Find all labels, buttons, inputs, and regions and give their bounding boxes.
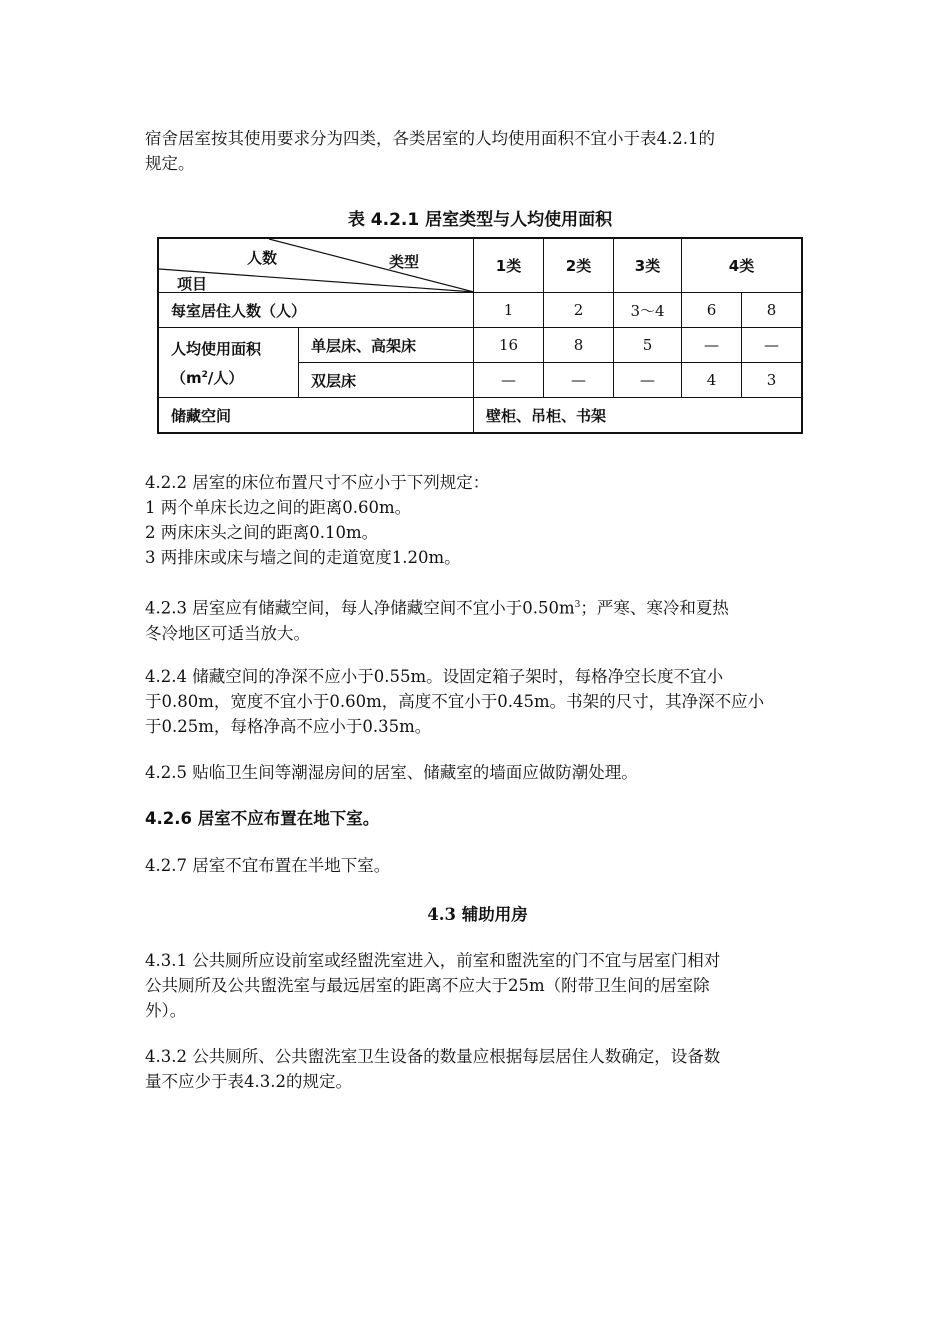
header-people: 人数: [247, 249, 278, 267]
paragraph-line: 公共厕所及公共盥洗室与最远居室的距离不应大于25m（附带卫生间的居室除: [145, 976, 710, 995]
table-cell: 3～4: [614, 293, 682, 328]
unit-post: /人）: [207, 368, 244, 387]
table-cell: —: [682, 328, 742, 363]
paragraph-line: 4.2.4 储藏空间的净深不应小于0.55m。设固定箱子架时，每格净空长度不宜小: [145, 667, 724, 686]
paragraph-line: 4.3.2 公共厕所、公共盥洗室卫生设备的数量应根据每层居住人数确定，设备数: [145, 1047, 721, 1066]
table-cell: 16: [474, 328, 544, 363]
intro-line-2: 规定。: [145, 154, 195, 173]
table-cell: —: [474, 363, 544, 398]
section-4-3-2: [145, 1044, 810, 1094]
table-diagonal-header: [159, 239, 474, 293]
section-4-2-4: [145, 664, 810, 739]
room-type-table: [158, 238, 801, 433]
table-cell: 8: [742, 293, 802, 328]
unit-sup: 2: [201, 369, 208, 380]
section-4-2-6: [145, 806, 810, 831]
table-cell: 8: [544, 328, 614, 363]
header-type: 类型: [389, 253, 420, 271]
table-cell: 4: [682, 363, 742, 398]
section-4-2-5: [145, 760, 810, 785]
list-item: 2 两床床头之间的距离0.10m。: [145, 523, 379, 542]
table-cell: —: [742, 328, 802, 363]
section-4-3-1: [145, 948, 810, 1023]
row-area-sub2-label: 双层床: [299, 363, 474, 398]
paragraph-line: 4.3.1 公共厕所应设前室或经盥洗室进入，前室和盥洗室的门不宜与居室门相对: [145, 951, 721, 970]
section-heading: 4.2.2 居室的床位布置尺寸不应小于下列规定：: [145, 473, 490, 492]
paragraph-line: 于0.25m，每格净高不应小于0.35m。: [145, 717, 432, 736]
list-item: 1 两个单床长边之间的距离0.60m。: [145, 498, 412, 517]
heading-text: 4.3 辅助用房: [427, 905, 528, 924]
paragraph-line: 量不应少于表4.3.2的规定。: [145, 1072, 352, 1091]
row-area-label-line1: 人均使用面积: [171, 339, 262, 358]
paragraph-line: 于0.80m，宽度不宜小于0.60m，高度不宜小于0.45m。书架的尺寸，其净深不应小: [145, 692, 765, 711]
list-item: 3 两排床或床与墙之间的走道宽度1.20m。: [145, 548, 461, 567]
paragraph-line: 4.2.6 居室不应布置在地下室。: [145, 809, 380, 828]
section-4-3-heading: [145, 902, 810, 927]
intro-paragraph: [145, 126, 810, 176]
row-area-label-line2: [171, 367, 298, 388]
header-item: 项目: [177, 275, 208, 293]
table-title: 表 4.2.1 居室类型与人均使用面积: [347, 210, 613, 230]
header-type-1: 1类: [474, 239, 544, 293]
paragraph-line: 外）。: [145, 1001, 187, 1020]
header-type-3: 3类: [614, 239, 682, 293]
section-4-2-3: [145, 593, 810, 646]
row-residents-label: 每室居住人数（人）: [159, 293, 474, 328]
unit-pre: （m: [171, 368, 202, 387]
header-type-4: 4类: [682, 239, 802, 293]
row-area-sub1-label: 单层床、高架床: [299, 328, 474, 363]
paragraph-line: 4.2.5 贴临卫生间等潮湿房间的居室、储藏室的墙面应做防潮处理。: [145, 763, 638, 782]
intro-line-1: 宿舍居室按其使用要求分为四类，各类居室的人均使用面积不宜小于表4.2.1的: [145, 129, 715, 148]
paragraph-line: [145, 593, 810, 621]
superscript: 3: [574, 600, 581, 610]
text-run: ；严寒、寒冷和夏热: [580, 598, 729, 618]
table-cell: 6: [682, 293, 742, 328]
paragraph-line: 冬冷地区可适当放大。: [145, 623, 310, 643]
table-cell: 2: [544, 293, 614, 328]
table-cell: —: [544, 363, 614, 398]
table-cell: 1: [474, 293, 544, 328]
paragraph-line: 4.2.7 居室不宜布置在半地下室。: [145, 856, 391, 875]
header-type-2: 2类: [544, 239, 614, 293]
section-4-2-7: [145, 853, 810, 878]
row-storage-label: 储藏空间: [159, 398, 474, 433]
section-4-2-2: [145, 470, 810, 570]
table-cell: —: [614, 363, 682, 398]
table-cell: 3: [742, 363, 802, 398]
text-run: 4.2.3 居室应有储藏空间，每人净储藏空间不宜小于0.50m: [145, 598, 575, 618]
table-cell: 5: [614, 328, 682, 363]
row-area-label: [159, 328, 299, 398]
row-storage-value: 壁柜、吊柜、书架: [474, 398, 802, 433]
